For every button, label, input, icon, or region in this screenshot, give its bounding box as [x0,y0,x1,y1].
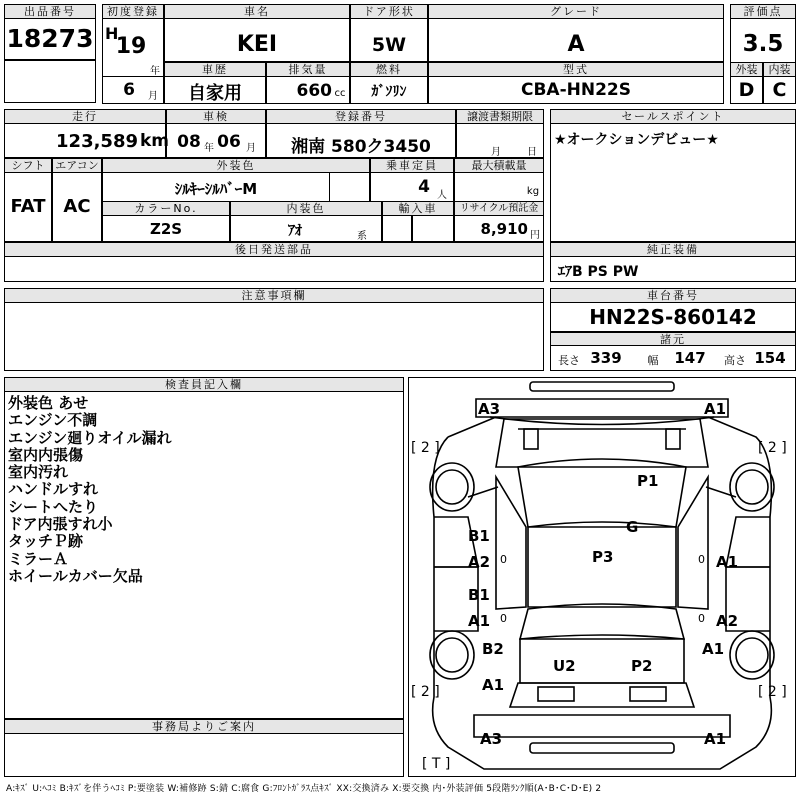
width-label: 幅 [647,354,659,367]
recycle-unit: 円 [530,230,540,241]
damage-label-left-rear-fender: B2 [482,640,504,658]
score: 3.5 [742,31,784,57]
car-name: KEI [236,32,278,57]
car-diagram [408,377,796,777]
equipment-label: 純正装備 [550,242,796,257]
zero-mark: 0 [698,553,705,566]
damage-label-right-rear-fender: A1 [702,640,725,658]
model: CBA-HN22S [520,80,631,100]
later-parts-label: 後日発送部品 [4,242,544,257]
sales-point-label: セールスポイント [550,109,796,124]
tire-front-left: [ 2 ] [411,440,440,456]
max-load-label: 最大積載量 [454,158,544,173]
note-item: タッチＰ跡 [8,532,84,551]
mileage: 123,589 [56,131,138,152]
color-no-label: カラーNo. [102,201,230,216]
door-type: 5W [371,34,407,56]
chassis-label: 車台番号 [550,288,796,303]
inspection-year-unit: 年 [204,143,214,154]
exterior-grade: D [738,79,755,101]
later-parts-box [4,256,544,282]
int-color: ｱｵ [288,223,302,239]
car-name-label: 車名 [164,4,350,19]
fuel: ｶﾞｿﾘﾝ [371,84,407,100]
capacity-label: 乗車定員 [370,158,454,173]
import-label: 輸入車 [382,201,454,216]
auction-no: 18273 [6,24,94,53]
note-item: ハンドルすれ [8,480,99,499]
month-unit: 月 [148,91,158,102]
tire-rear-left: [ 2 ] [411,684,440,700]
int-color-unit: 系 [357,231,367,242]
note-item: エンジン廻りオイル漏れ [8,428,172,447]
ext-color-cell-right [329,172,370,202]
damage-label-rear-right: P2 [631,657,653,675]
ext-color: ｼﾙｷｰｼﾙﾊﾞｰM [174,180,258,198]
damage-label-rear-left: U2 [553,657,576,675]
auction-no-label: 出品番号 [4,4,96,19]
recycle-label: リサイクル預託金 [454,201,544,216]
shift-label: シフト [4,158,52,173]
inspector-notes-list [8,395,398,585]
length-label: 長さ [558,354,580,367]
note-item: ドア内張すれ小 [8,515,113,534]
chassis-number: HN22S-860142 [589,305,757,329]
damage-label-left-rear-quarter: A1 [482,676,505,694]
damage-label-front-left: A3 [478,400,501,418]
auction-no-blank [4,60,96,103]
damage-label-right-rear-door: A2 [716,612,739,630]
tire-rear-right: [ 2 ] [758,684,787,700]
office-notice-label: 事務局よりご案内 [4,719,404,734]
transfer-deadline-label: 譲渡書類期限 [456,109,544,124]
year-unit: 年 [150,66,160,77]
color-no: Z2S [149,220,183,238]
ext-color-label: 外装色 [102,158,370,173]
import-cell [382,215,454,242]
zero-mark: 0 [698,612,705,625]
damage-label-hood: P1 [637,472,659,490]
model-label: 型式 [428,62,724,77]
note-item: 室内汚れ [8,463,69,482]
history-label: 車歴 [164,62,266,77]
plate-number: 湘南 580ク3450 [291,137,431,157]
plate-label: 登録番号 [266,109,456,124]
damage-label-left-rear-door-1: B1 [468,586,490,604]
note-item: ホイールカバー欠品 [8,566,143,585]
length: 339 [590,349,622,367]
fuel-label: 燃料 [350,62,428,77]
note-item: 外装色 あせ [8,394,89,412]
inspection-month-unit: 月 [246,143,256,154]
score-label: 評価点 [730,4,796,19]
inspection-month: 06 [217,132,241,152]
zero-mark: 0 [500,553,507,566]
spare-tire: [ T ] [422,756,451,772]
transfer-month-unit: 月 [491,147,501,158]
mileage-unit: km [140,131,170,151]
first-reg-era: H [105,24,119,43]
sales-point: ★オークションデビュー★ [554,132,719,148]
office-notice-box [4,733,404,777]
inspection-label: 車検 [166,109,266,124]
import-cell-divider [411,215,413,242]
note-item: 室内内張傷 [8,445,84,464]
damage-label-left-front-door-1: B1 [468,527,490,545]
recycle-deposit: 8,910 [480,220,528,238]
footer-legend: A:ｷｽﾞ U:ﾍｺﾐ B:ｷｽﾞを伴うﾍｺﾐ P:要塗装 W:補修跡 S:錆 C:腐食 G:ﾌﾛﾝﾄｶﾞﾗｽ点ｷｽﾞ XX:交換済み X:要交換 内･外装評価 5段階ﾗﾝｸ順(A･B･C･D･E) 2 [6,784,602,794]
damage-label-front-right: A1 [704,400,727,418]
mileage-label: 走行 [4,109,166,124]
inspector-notes-label: 検査員記入欄 [4,377,404,392]
note-item: ミラーＡ [8,549,69,568]
displacement: 660 [296,81,332,101]
inspection-year: 08 [177,132,201,152]
equipment: ｴｱB PS PW [558,264,639,280]
damage-label-rear-bumper-left: A3 [480,730,503,748]
tire-front-right: [ 2 ] [758,440,787,456]
first-reg-label: 初度登録 [102,4,164,19]
aircon-label: エアコン [52,158,102,173]
displacement-label: 排気量 [266,62,350,77]
displacement-unit: cc [334,88,346,99]
damage-label-left-front-door-2: A2 [468,553,491,571]
transfer-day-unit: 日 [527,147,537,158]
caution-label: 注意事項欄 [4,288,544,303]
aircon: AC [63,196,91,217]
note-item: エンジン不調 [8,411,98,430]
damage-label-left-rear-door-2: A1 [468,612,491,630]
zero-mark: 0 [500,612,507,625]
capacity: 4 [418,177,430,197]
capacity-unit: 人 [437,190,447,201]
dims-label: 諸元 [550,332,796,346]
exterior-grade-label: 外装 [730,62,763,77]
interior-grade: C [772,79,787,101]
caution-box [4,302,544,371]
history: 自家用 [188,83,242,104]
first-reg-month: 6 [123,80,135,100]
damage-label-windshield: G [626,518,639,536]
shift: FAT [10,196,46,217]
door-label: ドア形状 [350,4,428,19]
note-item: シートへたり [8,497,99,516]
grade: A [567,32,585,57]
grade-label: グレード [428,4,724,19]
damage-label-right-front-door: A1 [716,553,739,571]
damage-label-roof: P3 [592,548,614,566]
first-reg-year: 19 [115,34,147,59]
interior-grade-label: 内装 [763,62,796,77]
damage-label-rear-bumper-right: A1 [704,730,727,748]
height: 154 [754,349,786,367]
max-load-unit: kg [526,186,540,197]
int-color-label: 内装色 [230,201,382,216]
width: 147 [674,349,706,367]
height-label: 高さ [724,354,746,367]
